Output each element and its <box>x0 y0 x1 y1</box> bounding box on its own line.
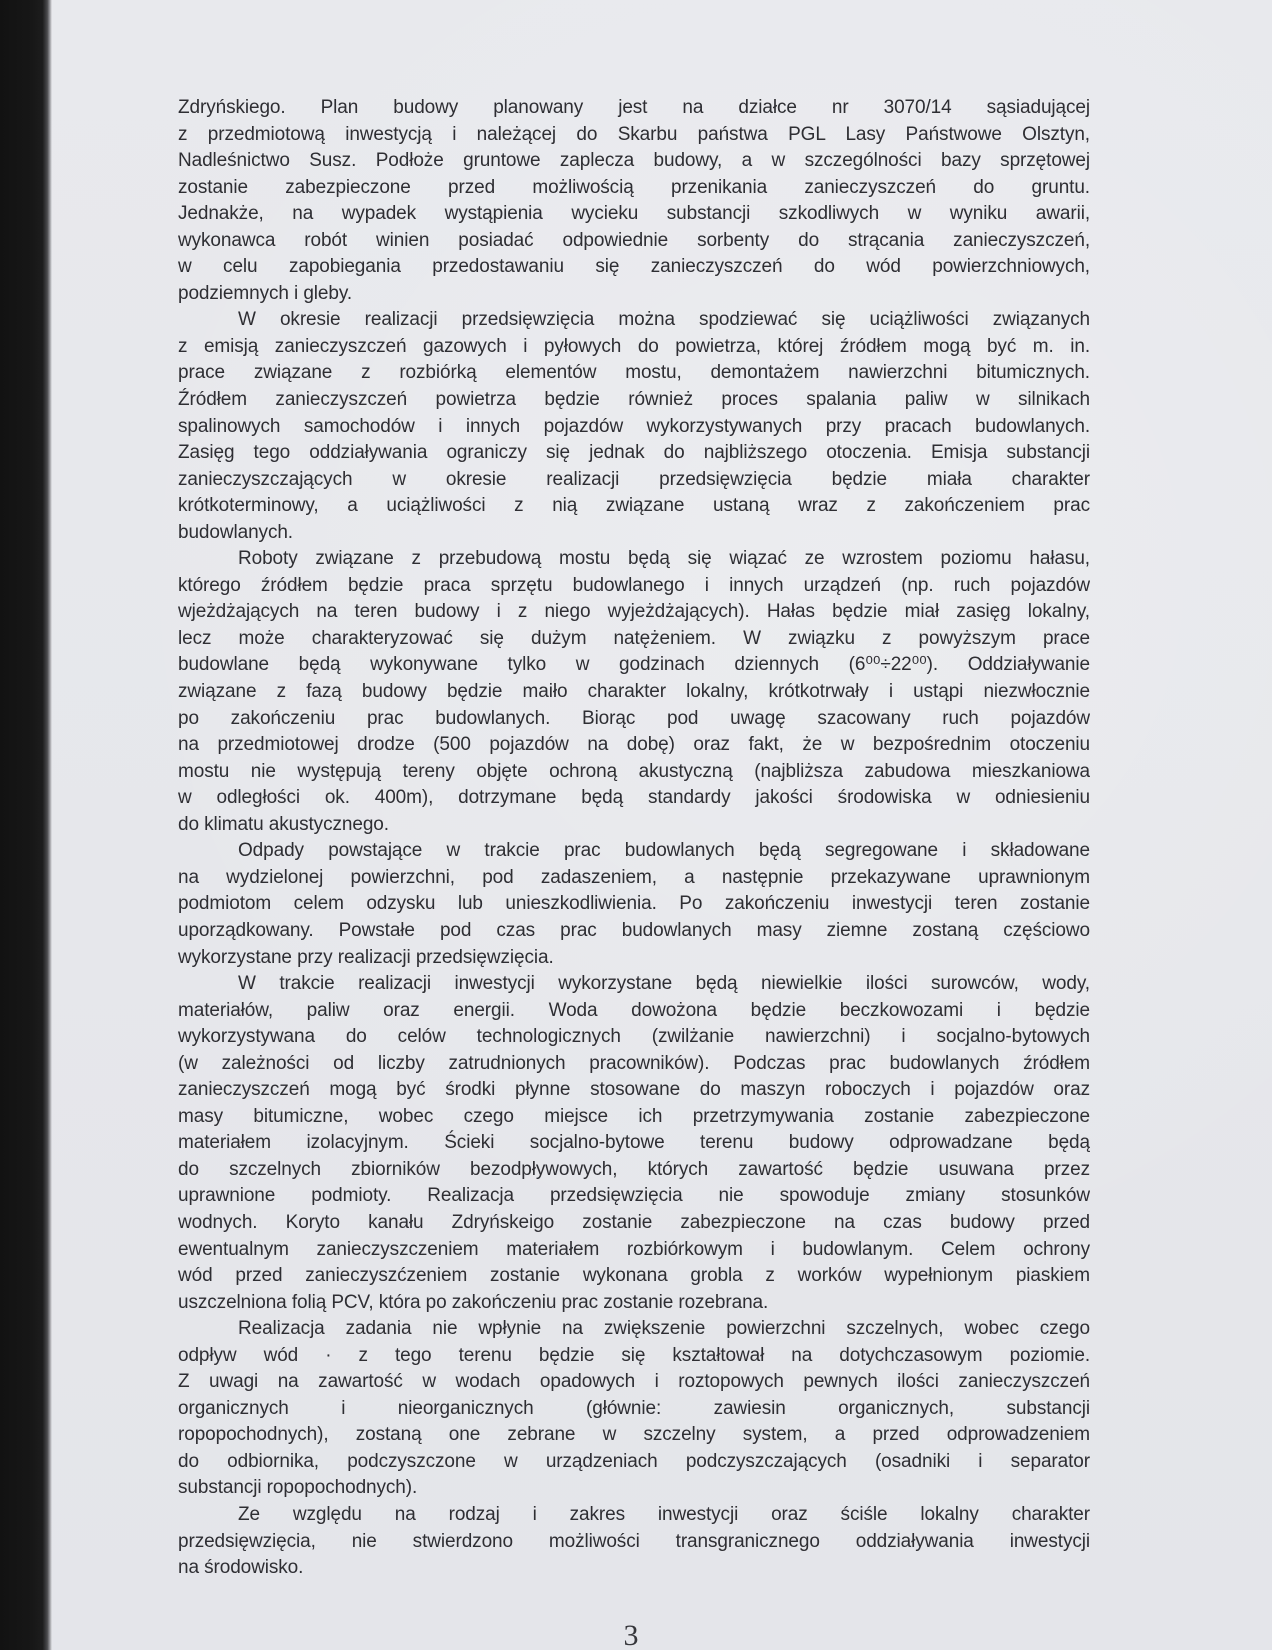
text-line: masy bitumiczne, wobec czego miejsce ich przetrzymywania zostanie zabezpieczone <box>178 1105 1090 1127</box>
text-line: Nadleśnictwo Susz. Podłoże gruntowe zaplecza budowy, a w szczególności bazy sprzętowej <box>178 150 1090 172</box>
text-line: wodnych. Koryto kanału Zdryńskeigo zostanie zabezpieczone na czas budowy przed <box>178 1211 1090 1233</box>
text-line: z przedmiotową inwestycją i należącej do Skarbu państwa PGL Lasy Państwowe Olsztyn, <box>178 123 1090 145</box>
paragraph <box>178 1316 1090 1502</box>
text-line: podmiotom celem odzysku lub unieszkodliwienia. Po zakończeniu inwestycji teren zostanie <box>178 893 1090 915</box>
paragraph <box>178 1502 1090 1582</box>
text-line: którego źródłem będzie praca sprzętu budowlanego i innych urządzeń (np. ruch pojazdów <box>178 574 1090 596</box>
text-line: do odbiornika, podczyszczone w urządzeniach podczyszczających (osadniki i separator <box>178 1450 1090 1472</box>
text-line: W trakcie realizacji inwestycji wykorzystane będą niewielkie ilości surowców, wody, <box>238 973 1090 995</box>
text-line: wód przed zanieczyszćzeniem zostanie wykonana grobla z worków wypełnionym piaskiem <box>178 1265 1090 1287</box>
text-line: z emisją zanieczyszczeń gazowych i pyłowych do powietrza, której źródłem mogą być m. in. <box>178 335 1090 357</box>
paragraph <box>178 971 1090 1316</box>
text-line: wykonawca robót winien posiadać odpowiednie sorbenty do strącania zanieczyszczeń, <box>178 229 1090 251</box>
text-line: mostu nie występują tereny objęte ochroną akustyczną (najbliższa zabudowa mieszkaniowa <box>178 760 1090 782</box>
page-number: 3 <box>623 1619 639 1650</box>
scanner-edge-band <box>0 0 52 1650</box>
text-line: Źródłem zanieczyszczeń powietrza będzie również proces spalania paliw w silnikach <box>178 389 1090 411</box>
text-line: zostanie zabezpieczone przed możliwością przenikania zanieczyszczeń do gruntu. <box>178 176 1090 198</box>
text-line: krótkoterminowy, a uciążliwości z nią związane ustaną wraz z zakończeniem prac <box>178 495 1090 517</box>
text-line: wjeżdżających na teren budowy i z niego wyjeżdżających). Hałas będzie miał zasięg lokalny, <box>178 601 1090 623</box>
paragraph <box>178 95 1090 307</box>
text-line: budowlane będą wykonywane tylko w godzinach dziennych (6⁰⁰÷22⁰⁰). Oddziaływanie <box>178 654 1090 676</box>
paragraph <box>178 838 1090 971</box>
text-line: Ze względu na rodzaj i zakres inwestycji oraz ściśle lokalny charakter <box>238 1503 1090 1525</box>
text-line: spalinowych samochodów i innych pojazdów wykorzystywanych przy pracach budowlanych. <box>178 415 1090 437</box>
text-line: w odległości ok. 400m), dotrzymane będą standardy jakości środowiska w odniesieniu <box>178 787 1090 809</box>
text-line: wykorzystane przy realizacji przedsięwzięcia. <box>178 946 554 968</box>
text-line: budowlanych. <box>178 521 293 543</box>
text-line: podziemnych i gleby. <box>178 282 353 304</box>
text-line: W okresie realizacji przedsięwzięcia można spodziewać się uciążliwości związanych <box>238 309 1090 331</box>
text-line: lecz może charakteryzować się dużym natężeniem. W związku z powyższym prace <box>178 627 1090 649</box>
text-line: Roboty związane z przebudową mostu będą się wiązać ze wzrostem poziomu hałasu, <box>238 548 1090 570</box>
text-line: (w zależności od liczby zatrudnionych pracowników). Podczas prac budowlanych źródłem <box>178 1052 1090 1074</box>
text-line: na przedmiotowej drodze (500 pojazdów na dobę) oraz fakt, że w bezpośrednim otoczeniu <box>178 734 1090 756</box>
text-line: Z uwagi na zawartość w wodach opadowych i roztopowych pewnych ilości zanieczyszczeń <box>178 1371 1090 1393</box>
text-line: materiałów, paliw oraz energii. Woda dowożona będzie beczkowozami i będzie <box>178 999 1090 1021</box>
text-line: ropopochodnych), zostaną one zebrane w szczelny system, a przed odprowadzeniem <box>178 1424 1090 1446</box>
text-line: do szczelnych zbiorników bezodpływowych, których zawartość będzie usuwana przez <box>178 1158 1090 1180</box>
text-line: Jednakże, na wypadek wystąpienia wycieku substancji szkodliwych w wyniku awarii, <box>178 203 1090 225</box>
text-line: zanieczyszczeń mogą być środki płynne stosowane do maszyn roboczych i pojazdów oraz <box>178 1079 1090 1101</box>
text-line: Realizacja zadania nie wpłynie na zwiększenie powierzchni szczelnych, wobec czego <box>238 1318 1090 1340</box>
text-line: związane z fazą budowy będzie maiło charakter lokalny, krótkotrwały i ustąpi niezwłocznie <box>178 681 1090 703</box>
text-line: uporządkowany. Powstałe pod czas prac budowlanych masy ziemne zostaną częściowo <box>178 919 1090 941</box>
text-line: na wydzielonej powierzchni, pod zadaszeniem, a następnie przekazywane uprawnionym <box>178 866 1090 888</box>
text-line: zanieczyszczających w okresie realizacji przedsięwzięcia będzie miała charakter <box>178 468 1090 490</box>
text-line: Zdryńskiego. Plan budowy planowany jest na działce nr 3070/14 sąsiadującej <box>178 97 1090 118</box>
text-line: Odpady powstające w trakcie prac budowlanych będą segregowane i składowane <box>238 840 1090 862</box>
text-line: na środowisko. <box>178 1557 304 1579</box>
text-line: w celu zapobiegania przedostawaniu się zanieczyszczeń do wód powierzchniowych, <box>178 256 1090 278</box>
text-line: Zasięg tego oddziaływania ograniczy się jednak do najbliższego otoczenia. Emisja substancji <box>178 442 1090 464</box>
text-line: ewentualnym zanieczyszczeniem materiałem rozbiórkowym i budowlanym. Celem ochrony <box>178 1238 1090 1260</box>
text-line: odpływ wód · z tego terenu będzie się kształtował na dotychczasowym poziomie. <box>178 1344 1090 1366</box>
text-line: organicznych i nieorganicznych (głównie: zawiesin organicznych, substancji <box>178 1397 1090 1419</box>
text-line: uszczelniona folią PCV, która po zakończeniu prac zostanie rozebrana. <box>178 1291 769 1313</box>
text-line: materiałem izolacyjnym. Ścieki socjalno-bytowe terenu budowy odprowadzane będą <box>178 1132 1090 1154</box>
text-line: uprawnione podmioty. Realizacja przedsięwzięcia nie spowoduje zmiany stosunków <box>178 1185 1090 1207</box>
text-line: substancji ropopochodnych). <box>178 1477 418 1499</box>
document-body <box>178 95 1090 1582</box>
paragraph <box>178 546 1090 838</box>
text-line: prace związane z rozbiórką elementów mostu, demontażem nawierzchni bitumicznych. <box>178 362 1090 384</box>
text-line: do klimatu akustycznego. <box>178 813 389 835</box>
paragraph <box>178 307 1090 546</box>
text-line: wykorzystywana do celów technologicznych (zwilżanie nawierzchni) i socjalno-bytowych <box>178 1026 1090 1048</box>
text-line: po zakończeniu prac budowlanych. Biorąc pod uwagę szacowany ruch pojazdów <box>178 707 1090 729</box>
text-line: przedsięwzięcia, nie stwierdzono możliwości transgranicznego oddziaływania inwestycji <box>178 1530 1090 1552</box>
